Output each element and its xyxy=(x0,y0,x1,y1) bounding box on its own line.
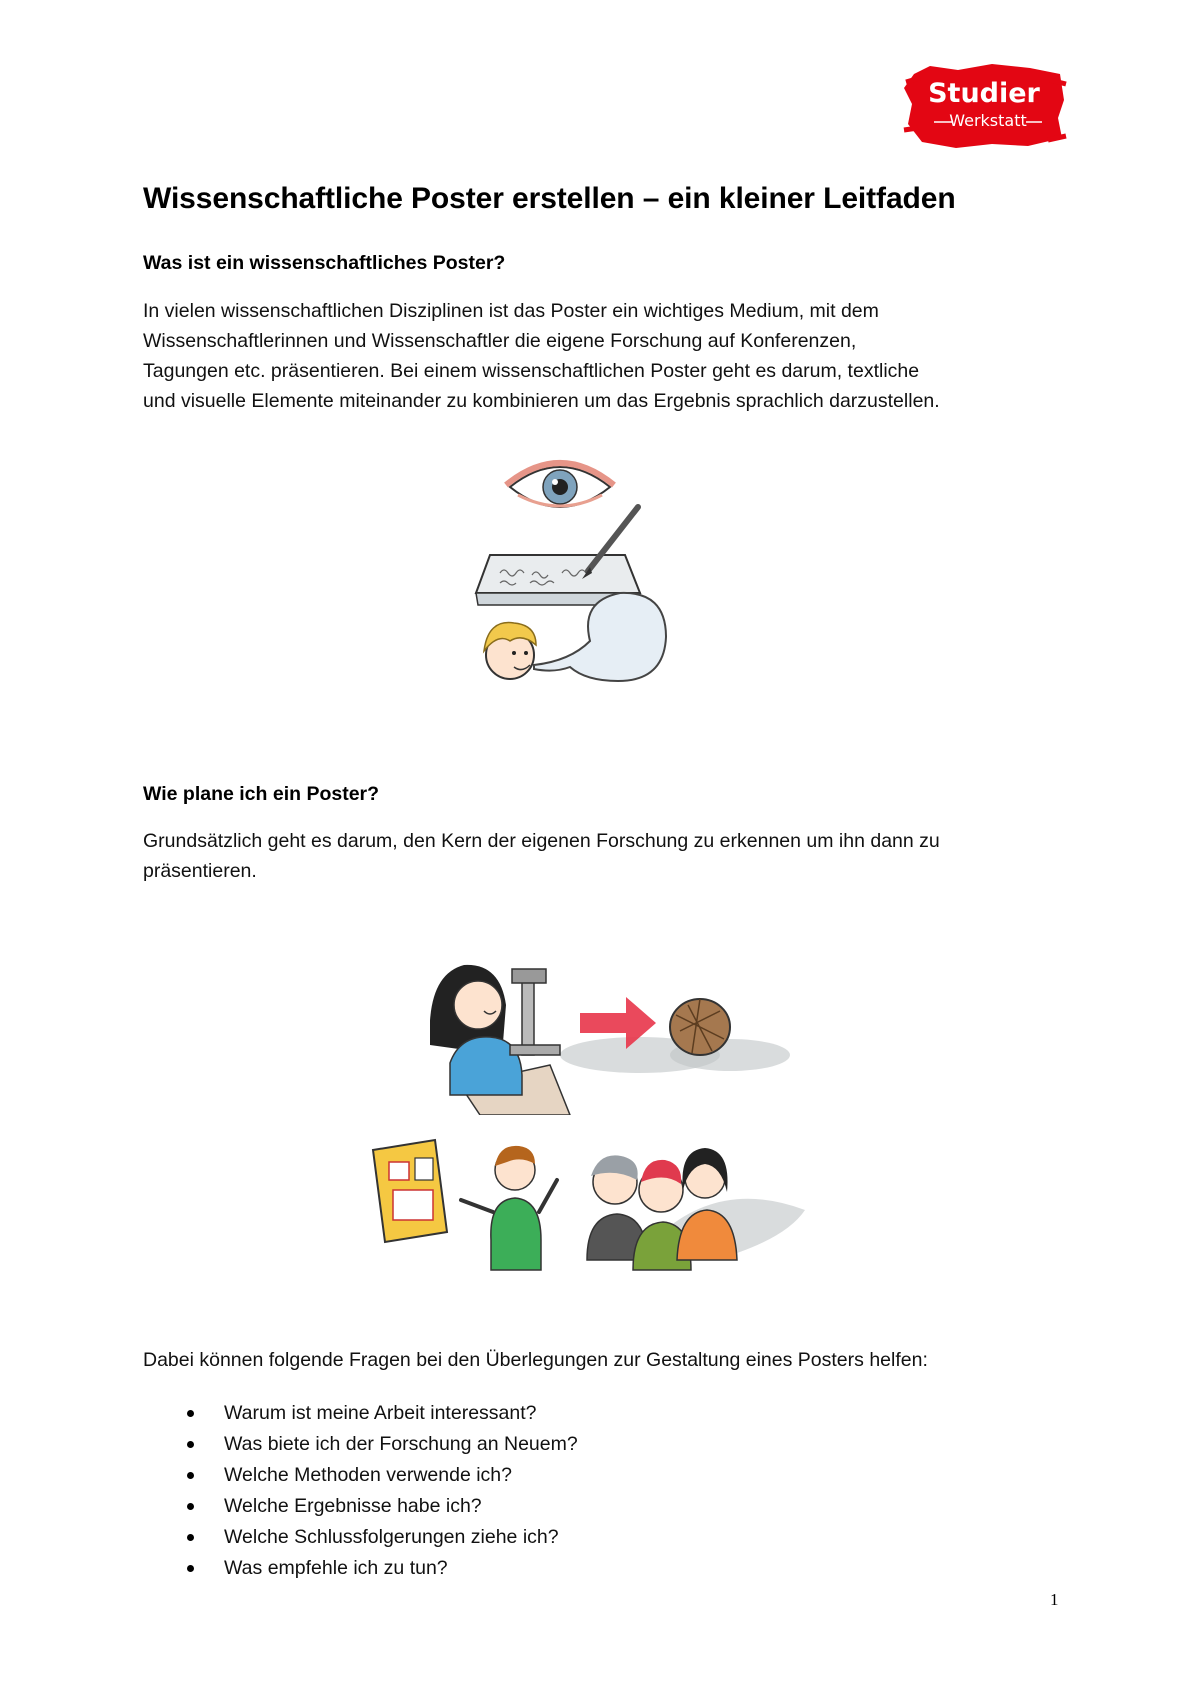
section-heading-what-is: Was ist ein wissenschaftliches Poster? xyxy=(143,252,506,274)
studier-werkstatt-logo xyxy=(900,60,1068,152)
writing-tablet-icon xyxy=(476,507,640,605)
paragraph-line: In vielen wissenschaftlichen Disziplinen ist das Poster ein wichtiges Medium, mit dem xyxy=(143,300,879,322)
list-item xyxy=(143,1429,578,1460)
nut-icon xyxy=(670,999,730,1055)
questions-intro xyxy=(143,1345,1083,1375)
researcher-microscope-illustration xyxy=(430,935,790,1115)
bullet-icon xyxy=(187,1410,194,1417)
list-item xyxy=(143,1522,578,1553)
paragraph-line: Wissenschaftlerinnen und Wissenschaftler die eigene Forschung auf Konferenzen, xyxy=(143,330,857,352)
paragraph-line: Tagungen etc. präsentieren. Bei einem wissenschaftlichen Poster geht es darum, textliche xyxy=(143,360,920,382)
bullet-icon xyxy=(187,1472,194,1479)
paragraph-line: Grundsätzlich geht es darum, den Kern der eigenen Forschung zu erkennen um ihn dann zu xyxy=(143,830,940,852)
speaking-person-icon xyxy=(484,623,536,679)
presenter-person-icon xyxy=(461,1146,557,1270)
poster-presentation-illustration xyxy=(365,1120,825,1290)
eye-writing-speaking-illustration xyxy=(470,455,680,715)
microscope-icon xyxy=(510,969,560,1055)
svg-text:Werkstatt: Werkstatt xyxy=(949,111,1027,130)
list-item xyxy=(143,1460,578,1491)
list-item xyxy=(143,1491,578,1522)
paragraph-line: präsentieren. xyxy=(143,860,257,882)
bullet-icon xyxy=(187,1441,194,1448)
list-item-text: Was biete ich der Forschung an Neuem? xyxy=(224,1433,578,1455)
paragraph-line: Dabei können folgende Fragen bei den Überlegungen zur Gestaltung eines Posters helfen: xyxy=(143,1349,928,1371)
list-item-text: Welche Schlussfolgerungen ziehe ich? xyxy=(224,1526,559,1548)
list-item-text: Was empfehle ich zu tun? xyxy=(224,1557,448,1579)
bullet-icon xyxy=(187,1503,194,1510)
intro-paragraph xyxy=(143,296,1083,416)
researcher-person-icon xyxy=(430,965,522,1095)
list-item-text: Welche Methoden verwende ich? xyxy=(224,1464,512,1486)
list-item-text: Welche Ergebnisse habe ich? xyxy=(224,1495,482,1517)
paragraph-line: und visuelle Elemente miteinander zu kombinieren um das Ergebnis sprachlich darzustellen. xyxy=(143,390,940,412)
planning-paragraph xyxy=(143,826,1083,886)
page-number: 1 xyxy=(1050,1590,1059,1609)
speech-bubble-icon xyxy=(534,593,666,681)
svg-text:Studier: Studier xyxy=(928,78,1040,109)
bullet-icon xyxy=(187,1565,194,1572)
list-item xyxy=(143,1553,578,1584)
poster-board-icon xyxy=(373,1140,447,1242)
questions-list xyxy=(143,1398,578,1584)
list-item-text: Warum ist meine Arbeit interessant? xyxy=(224,1402,537,1424)
page-title: Wissenschaftliche Poster erstellen – ein kleiner Leitfaden xyxy=(143,182,956,215)
bullet-icon xyxy=(187,1534,194,1541)
section-heading-planning: Wie plane ich ein Poster? xyxy=(143,783,380,805)
eye-icon xyxy=(506,463,614,507)
list-item xyxy=(143,1398,578,1429)
